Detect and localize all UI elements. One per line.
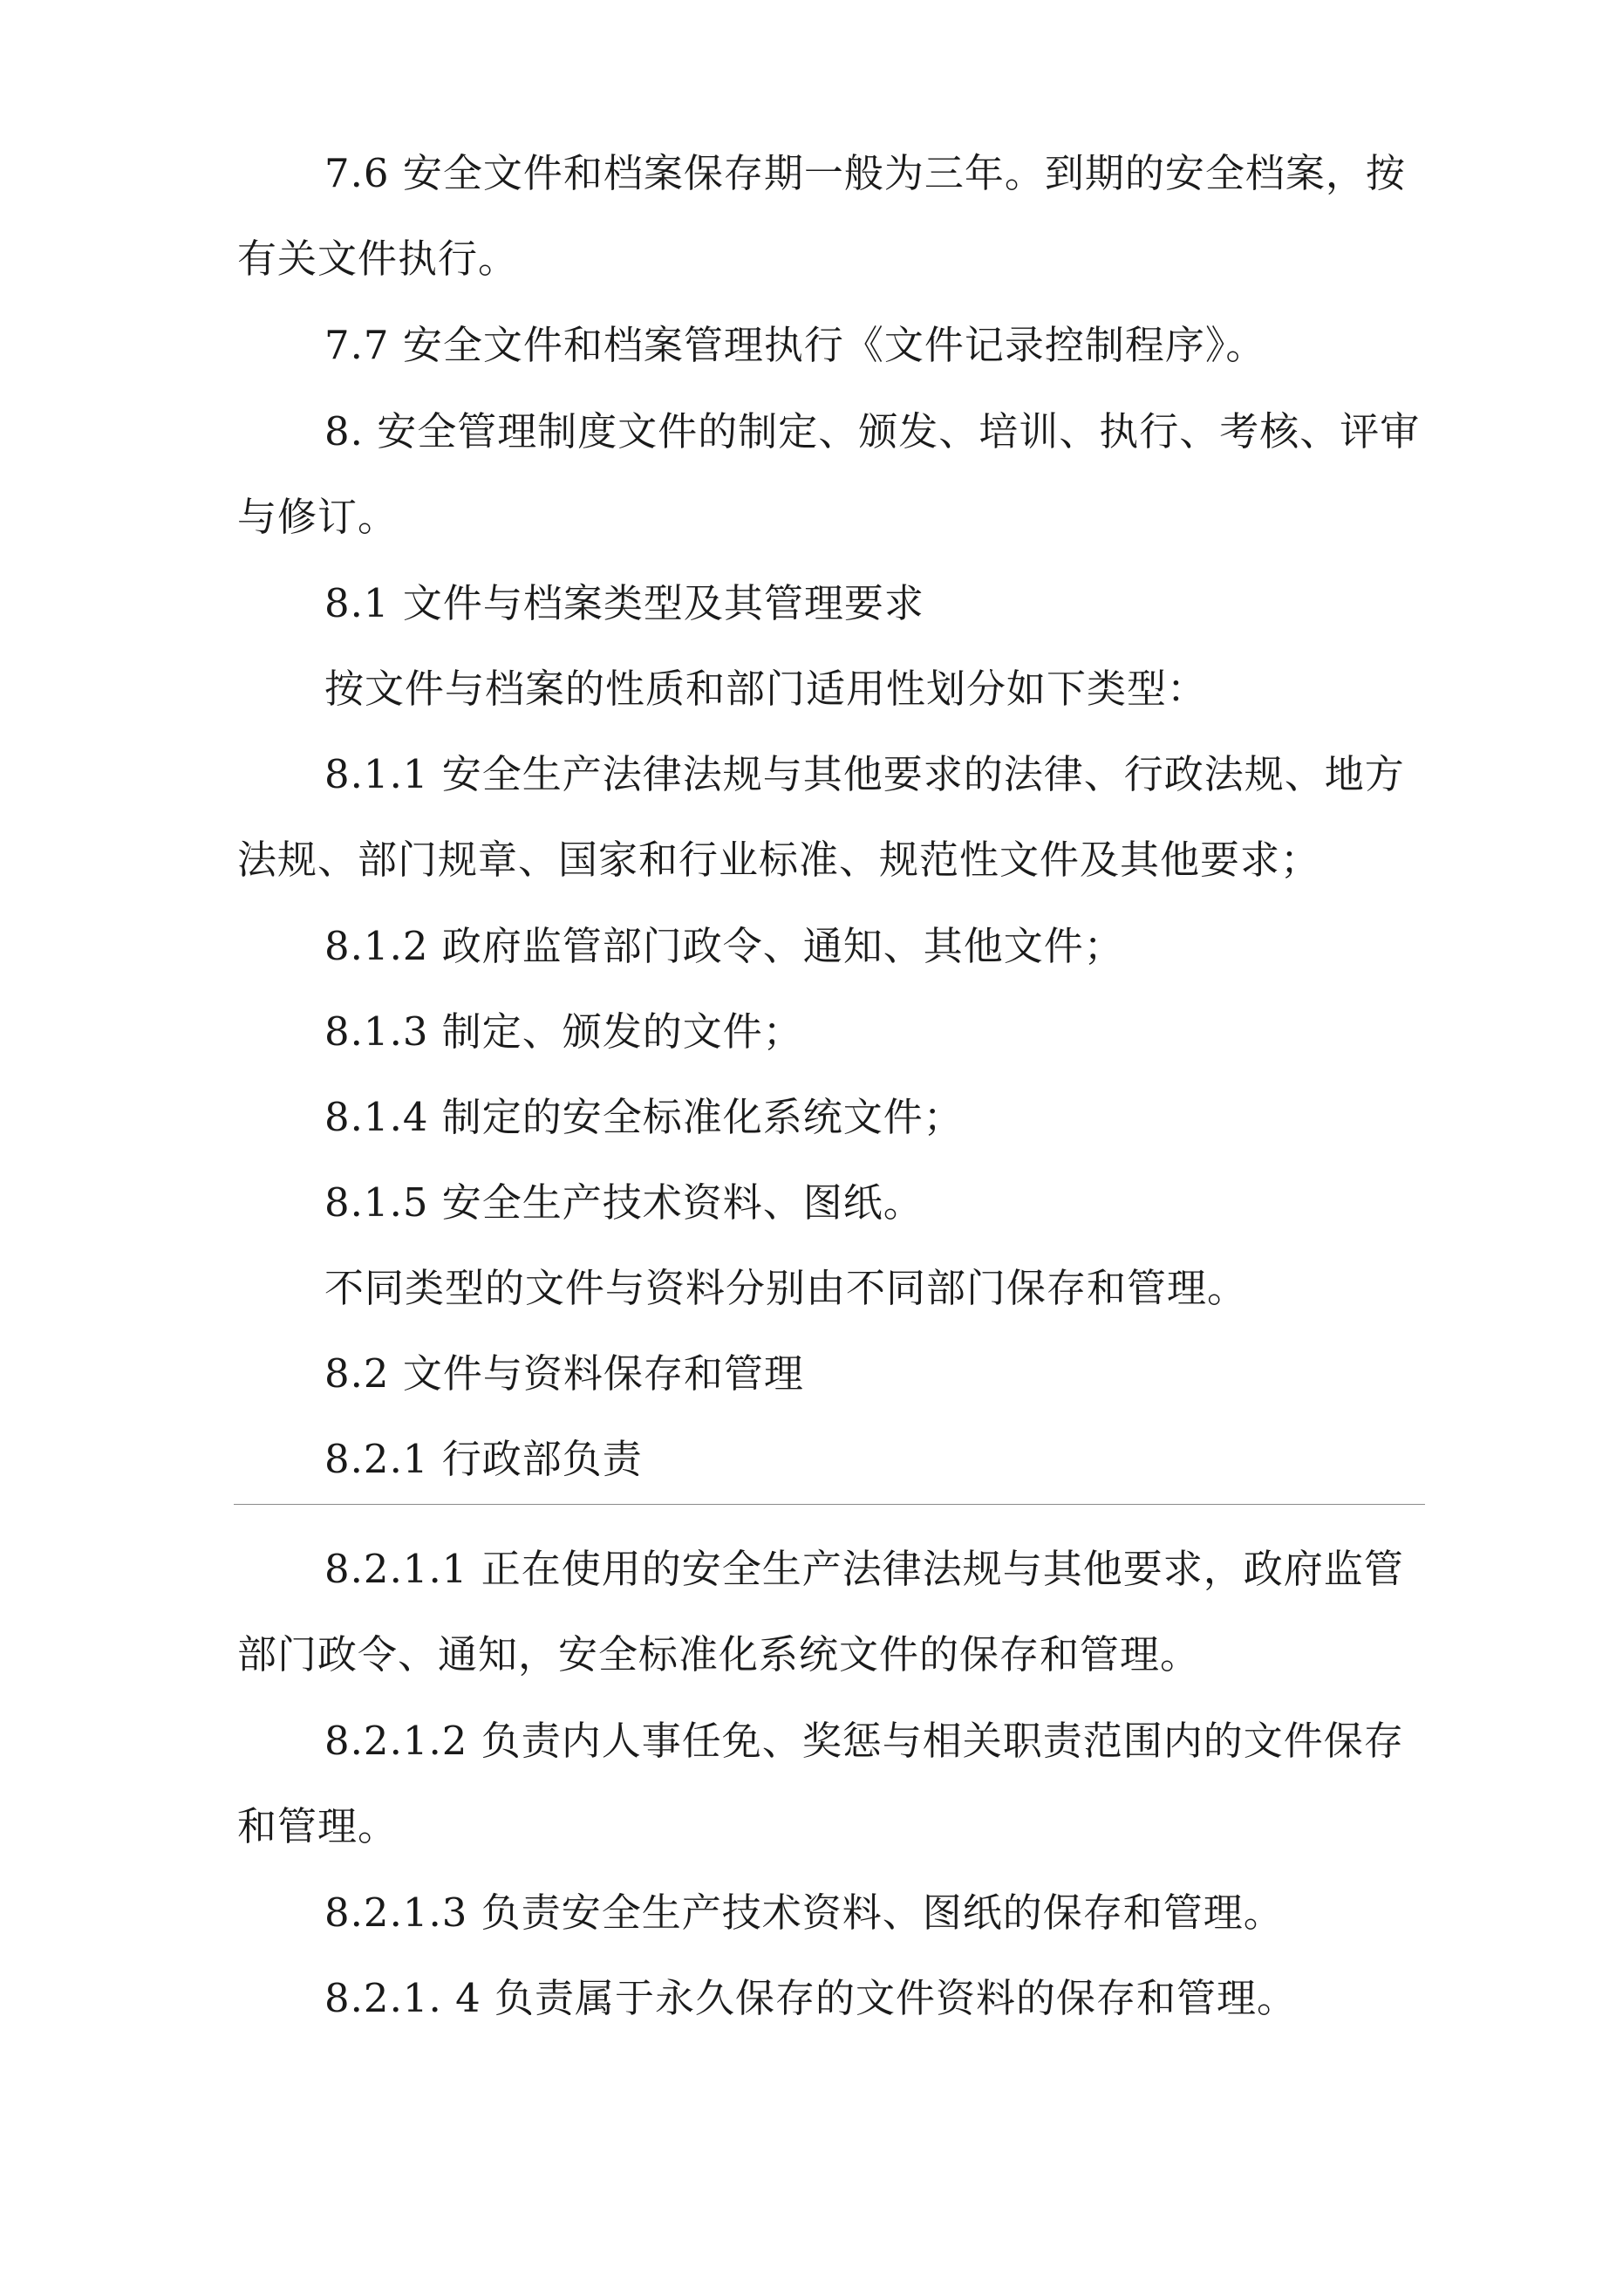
paragraph-8-1-5: 8.1.5 安全生产技术资料、图纸。 [324,1179,924,1226]
paragraph-8-2-1-1: 8.2.1.1 正在使用的安全生产法律法规与其他要求，政府监管部门政令、通知，安全标准化系统文件的保存和管理。 [237,1546,1404,1678]
heading-8-1: 8.1 文件与档案类型及其管理要求 [324,580,924,626]
paragraph-8-2-1-3: 8.2.1.3 负责安全生产技术资料、图纸的保存和管理。 [324,1889,1284,1936]
heading-8-2-1: 8.2.1 行政部负责 [324,1436,643,1482]
page-divider [234,1504,1425,1505]
paragraph-8-1-3: 8.1.3 制定、颁发的文件； [324,1008,803,1055]
paragraph-8-1-2: 8.1.2 政府监管部门政令、通知、其他文件； [324,923,1124,969]
paragraph-7-6: 7.6 安全文件和档案保存期一般为三年。到期的安全档案，按有关文件执行。 [237,150,1406,282]
paragraph-8-1-4: 8.1.4 制定的安全标准化系统文件； [324,1094,964,1140]
paragraph-8-2-1-2: 8.2.1.2 负责内人事任免、奖惩与相关职责范围内的文件保存和管理。 [237,1718,1404,1849]
paragraph-types-intro: 按文件与档案的性质和部门适用性划分如下类型： [324,666,1208,712]
paragraph-7-7: 7.7 安全文件和档案管理执行《文件记录控制程序》。 [324,322,1266,368]
paragraph-department-note: 不同类型的文件与资料分别由不同部门保存和管理。 [324,1265,1248,1311]
paragraph-8: 8. 安全管理制度文件的制定、颁发、培训、执行、考核、评审与修订。 [237,408,1421,540]
paragraph-8-2-1-4: 8.2.1. 4 负责属于永久保存的文件资料的保存和管理。 [324,1975,1298,2021]
paragraph-8-1-1: 8.1.1 安全生产法律法规与其他要求的法律、行政法规、地方法规、部门规章、国家和行业标准、规范性文件及其他要求； [237,751,1405,883]
heading-8-2: 8.2 文件与资料保存和管理 [324,1350,804,1397]
